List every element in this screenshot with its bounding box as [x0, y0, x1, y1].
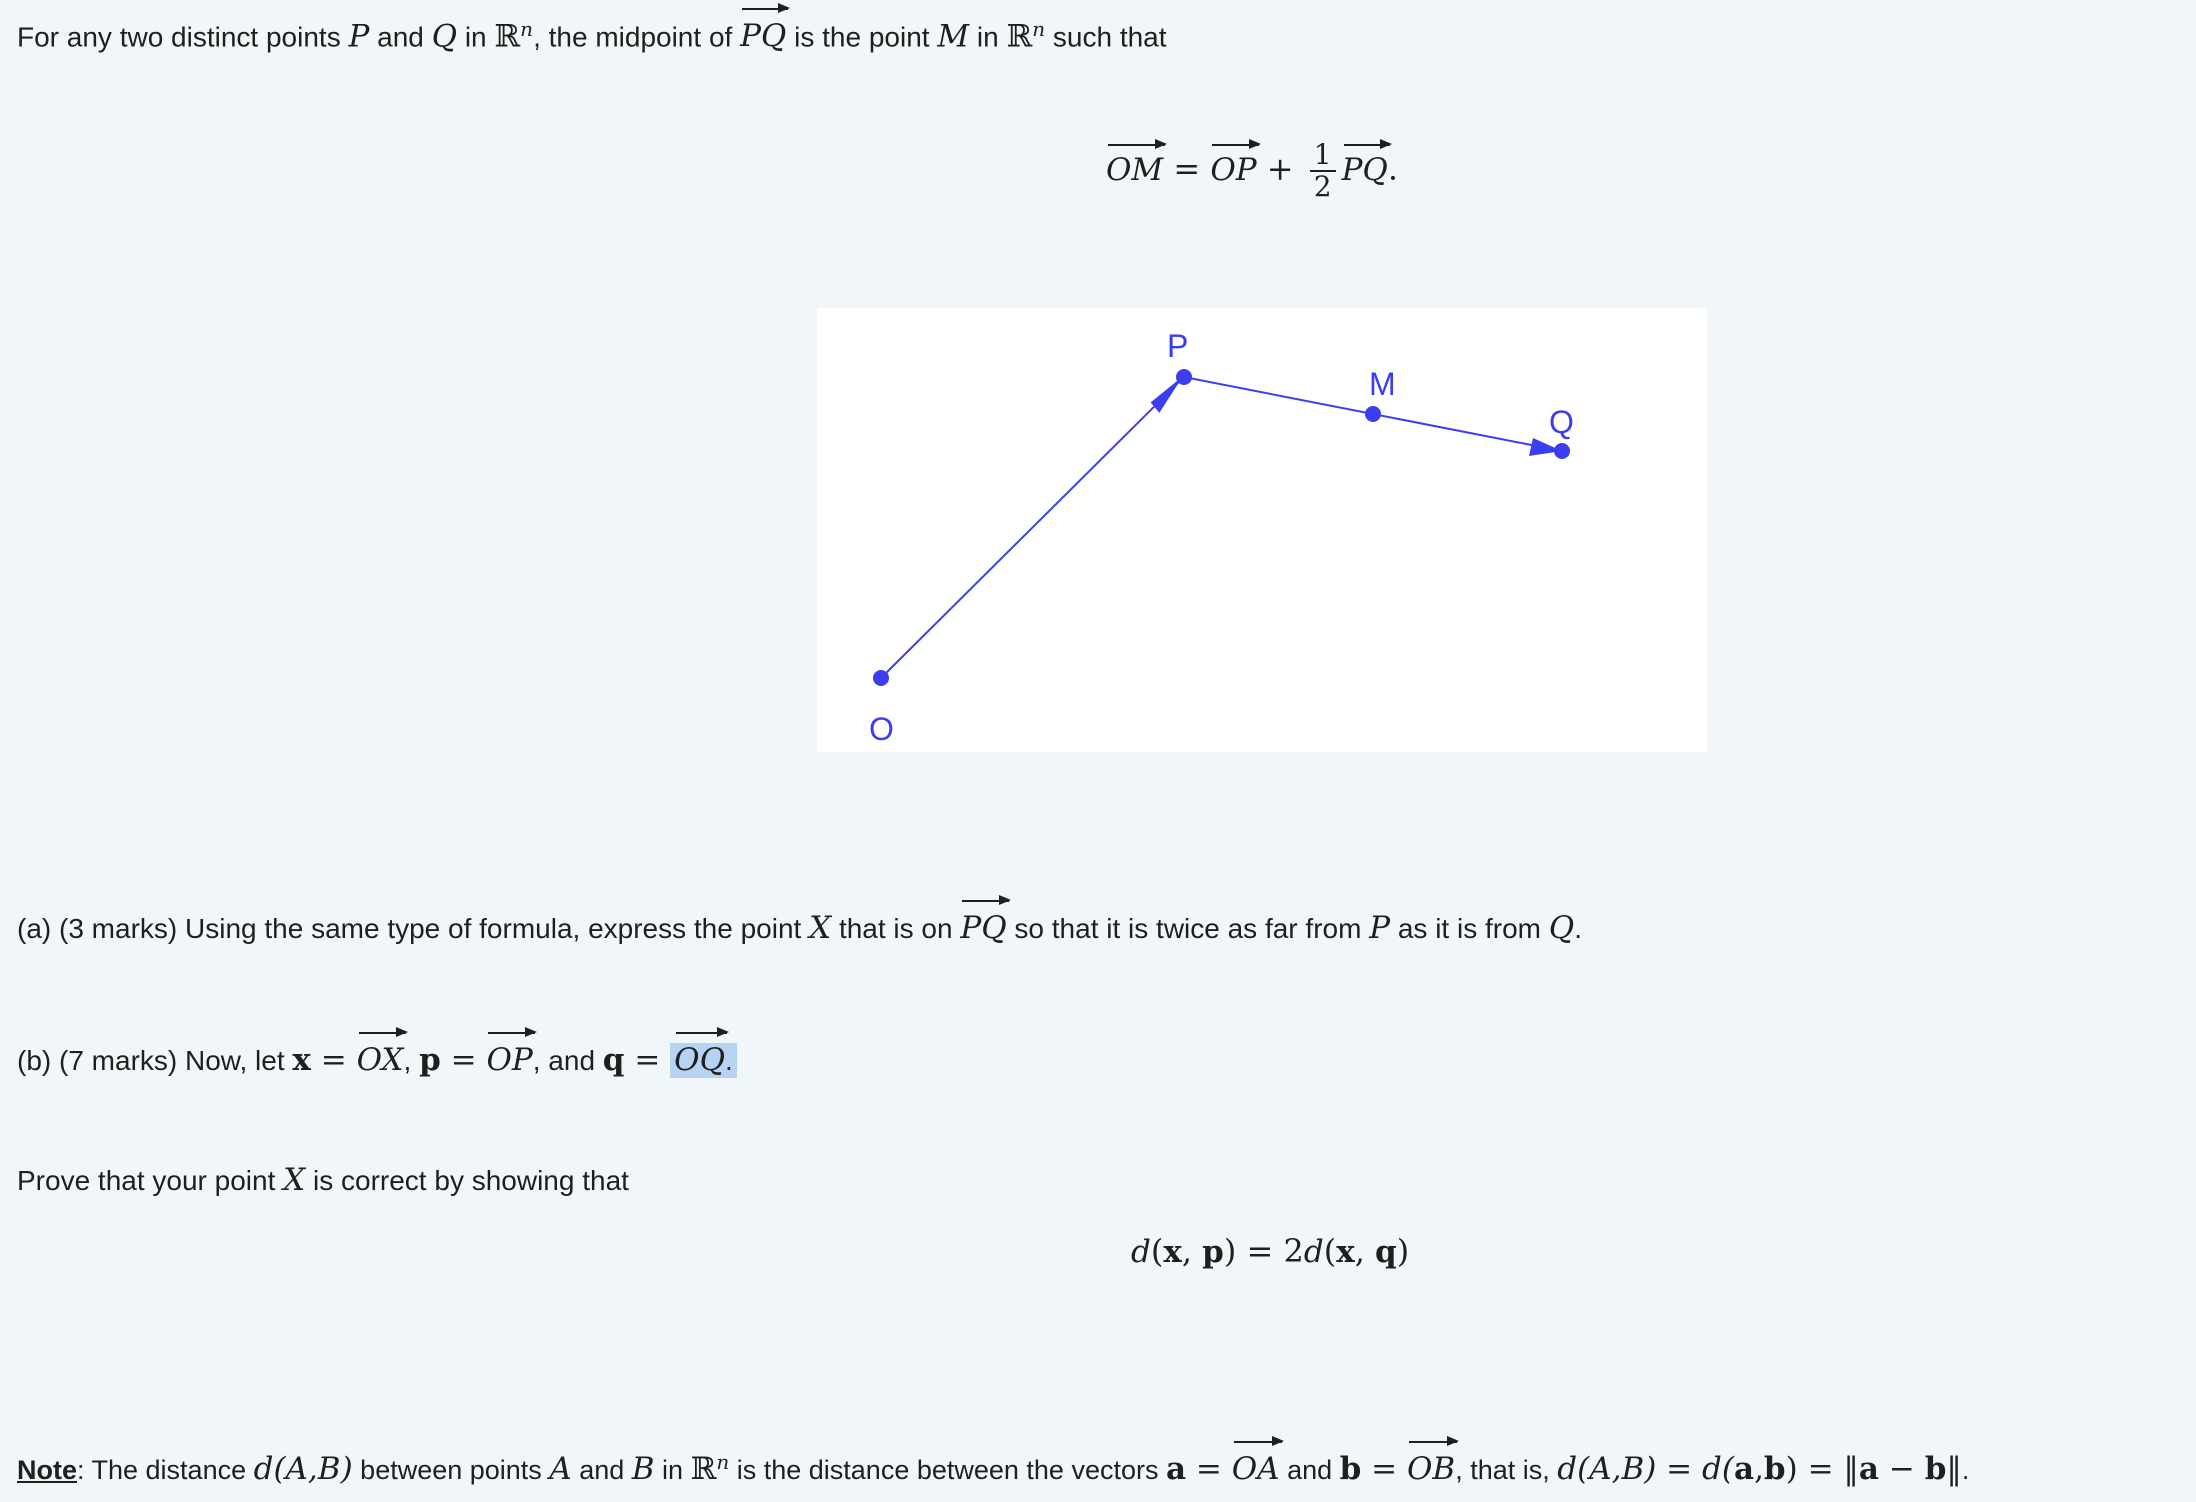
math-P-2: P — [1369, 910, 1391, 946]
vector-OP-2: OP — [486, 1042, 533, 1078]
prove-text-2: is correct by showing that — [305, 1165, 629, 1196]
note-and-2: and — [1279, 1455, 1340, 1485]
paren-close-1: ) — [1223, 1232, 1237, 1270]
math-bold-a: a — [1165, 1451, 1187, 1487]
part-b-text-1: (b) (7 marks) Now, let — [17, 1045, 293, 1076]
math-n: n — [520, 17, 534, 41]
part-a-text-4: as it is from — [1390, 913, 1549, 944]
math-Q-2: Q — [1548, 910, 1575, 946]
part-b-period: . — [725, 1045, 733, 1076]
prove-text — [17, 1160, 629, 1201]
formula-plus: + — [1256, 149, 1304, 188]
paren-open-1: ( — [1150, 1232, 1164, 1270]
distance-formula — [1131, 1232, 1409, 1270]
math-P: P — [348, 18, 370, 55]
norm-close: ‖ — [1946, 1451, 1962, 1487]
intro-in: in — [457, 21, 495, 53]
comma-1: , — [1181, 1232, 1203, 1270]
math-R: ℝ — [494, 18, 521, 55]
math-bold-x: x — [292, 1042, 311, 1078]
math-Q: Q — [431, 18, 458, 55]
part-a-text — [17, 908, 1582, 949]
math-X: X — [809, 910, 832, 946]
vector-OX: OX — [356, 1042, 404, 1078]
vector-OP: OP — [1210, 151, 1257, 188]
comma-2: , — [1354, 1232, 1376, 1270]
intro-text-4: such that — [1045, 21, 1167, 53]
part-a-text-3: so that it is twice as far from — [1006, 913, 1370, 944]
intro-text-3: is the point — [786, 21, 938, 53]
formula-equals: = — [1163, 149, 1211, 188]
point-M — [1365, 406, 1381, 422]
note-equals-3: = — [1656, 1451, 1703, 1487]
vector-OM: OM — [1106, 151, 1164, 188]
segment-OP — [881, 377, 1184, 678]
formula-period: . — [1387, 149, 1399, 188]
intro-text — [17, 9, 1167, 57]
intro-text-1: For any two distinct points — [17, 21, 349, 53]
label-Q: Q — [1549, 404, 1574, 440]
note-text-4: , that is, — [1455, 1455, 1558, 1485]
paren-open-2: ( — [1323, 1232, 1337, 1270]
math-bold-b-2: b — [1763, 1451, 1786, 1487]
fraction-denominator: 2 — [1313, 170, 1332, 203]
vector-diagram-svg — [817, 308, 1707, 752]
fraction-one-half — [1310, 140, 1336, 202]
note-text-2: between points — [352, 1455, 550, 1485]
part-a-text-1: (a) (3 marks) Using the same type of formula, express the point — [17, 913, 810, 944]
math-bold-b: b — [1339, 1451, 1362, 1487]
math-bold-p-2: p — [1202, 1234, 1224, 1270]
math-X-2: X — [283, 1162, 306, 1198]
math-bold-q: q — [602, 1042, 625, 1078]
part-b-equals-3: = — [624, 1042, 671, 1078]
math-n-2: n — [1032, 17, 1046, 41]
note-text-3: is the distance between the vectors — [729, 1455, 1166, 1485]
math-bold-a-3: a — [1858, 1451, 1879, 1487]
math-bold-q-2: q — [1375, 1234, 1397, 1270]
intro-and: and — [369, 21, 432, 53]
math-bold-x-3: x — [1336, 1234, 1355, 1270]
intro-text-2: , the midpoint of — [533, 21, 741, 53]
point-O — [873, 670, 889, 686]
math-M: M — [937, 18, 970, 55]
part-b-text — [17, 1040, 737, 1081]
math-B: B — [631, 1451, 655, 1487]
math-close-paren: ) — [1785, 1451, 1798, 1487]
norm-open: ‖ — [1843, 1451, 1859, 1487]
part-b-equals-2: = — [440, 1042, 487, 1078]
math-dAB: d(A,B) — [253, 1451, 353, 1487]
intro-in-2: in — [969, 21, 1007, 53]
part-b-equals-1: = — [310, 1042, 357, 1078]
part-a-text-2: that is on — [831, 913, 961, 944]
math-bold-b-3: b — [1924, 1451, 1947, 1487]
note-text — [17, 1442, 1969, 1490]
note-minus: − — [1879, 1451, 1925, 1487]
part-b-comma-2: , — [532, 1045, 549, 1076]
label-M: M — [1369, 366, 1396, 402]
selection-highlight[interactable] — [670, 1043, 737, 1078]
note-text-1: : The distance — [77, 1455, 254, 1485]
vector-OB: OB — [1407, 1451, 1456, 1487]
note-comma: , — [1754, 1451, 1764, 1487]
point-P — [1176, 369, 1192, 385]
label-O: O — [869, 711, 894, 747]
prove-text-1: Prove that your point — [17, 1165, 284, 1196]
paren-close-2: ) — [1396, 1232, 1410, 1270]
vector-PQ: PQ — [740, 18, 787, 55]
math-bold-a-2: a — [1733, 1451, 1755, 1487]
note-period: . — [1961, 1455, 1970, 1485]
note-and-1: and — [571, 1455, 632, 1485]
fraction-numerator: 1 — [1310, 140, 1336, 172]
math-R-2: ℝ — [1006, 18, 1033, 55]
note-label: Note — [17, 1455, 77, 1485]
math-dAB-2: d(A,B) — [1557, 1451, 1657, 1487]
math-bold-x-2: x — [1163, 1234, 1182, 1270]
part-b-comma-1: , — [403, 1045, 420, 1076]
math-bold-p: p — [419, 1042, 441, 1078]
note-equals-4: = — [1797, 1451, 1844, 1487]
midpoint-formula — [1106, 140, 1398, 202]
vector-OA: OA — [1231, 1451, 1280, 1487]
math-d-open: d( — [1702, 1451, 1734, 1487]
note-equals-1: = — [1186, 1451, 1232, 1487]
math-d-1: d — [1131, 1234, 1151, 1270]
point-Q — [1554, 443, 1570, 459]
vector-diagram — [817, 308, 1707, 752]
part-a-period: . — [1574, 913, 1582, 944]
math-A: A — [549, 1451, 572, 1487]
vector-PQ-2: PQ — [1341, 151, 1388, 188]
label-P: P — [1167, 328, 1189, 364]
note-in: in — [654, 1455, 691, 1485]
math-d-2: d — [1303, 1234, 1324, 1270]
equals-two: = 2 — [1236, 1232, 1304, 1270]
math-R-3: ℝ — [690, 1451, 717, 1487]
vector-PQ-3: PQ — [960, 910, 1007, 946]
math-n-3: n — [716, 1450, 730, 1474]
vector-OQ: OQ — [674, 1042, 726, 1078]
part-b-and: and — [548, 1045, 603, 1076]
note-equals-2: = — [1361, 1451, 1408, 1487]
